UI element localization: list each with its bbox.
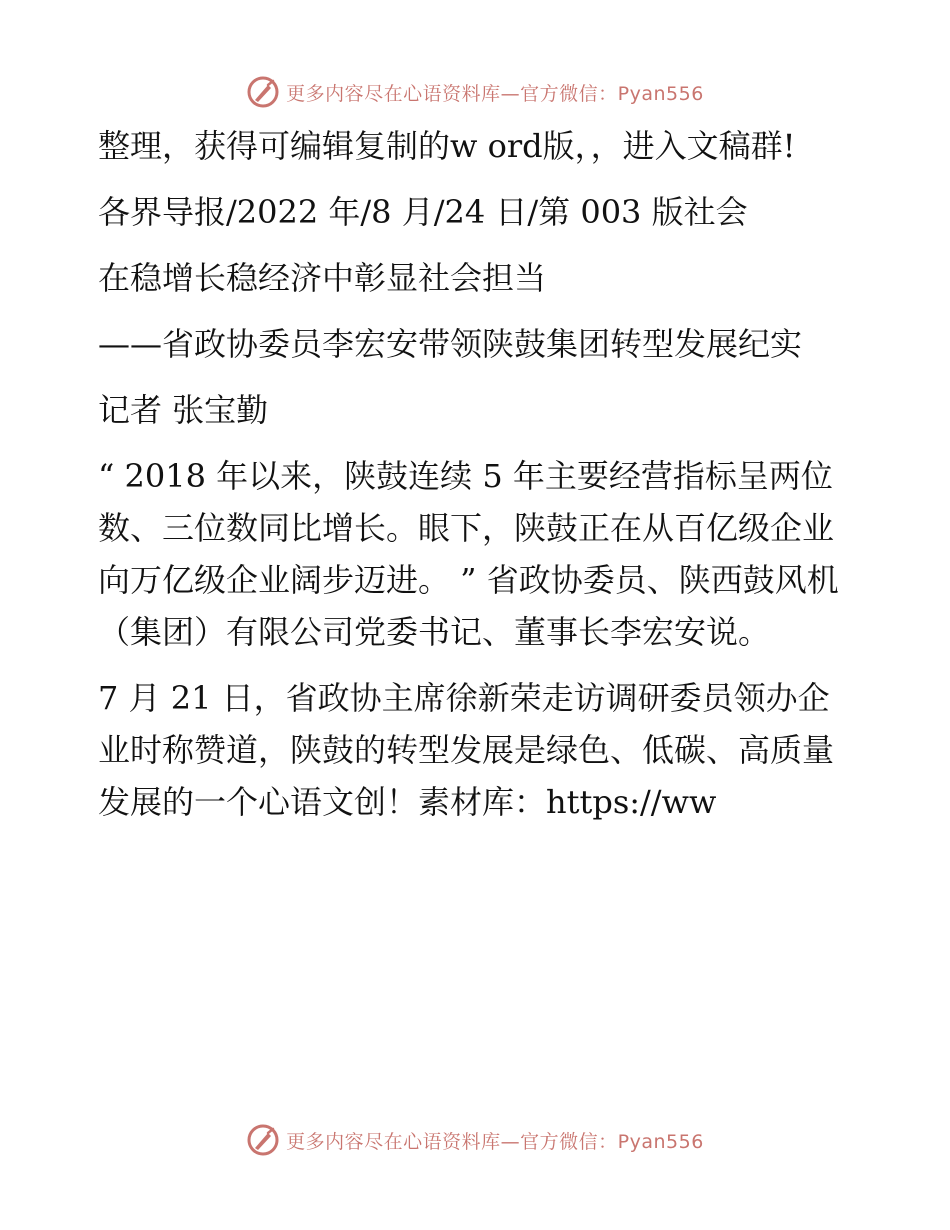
paragraph-body-2: 7 月 21 日，省政协主席徐新荣走访调研委员领办企业时称赞道，陕鼓的转型发展是绿色、低碳、高质量发展的一个心语文创！素材库：https://ww bbox=[98, 679, 835, 821]
quill-pen-logo-icon bbox=[246, 1123, 280, 1157]
article-byline: 记者 张宝勤 bbox=[98, 391, 269, 429]
paragraph-body-1: “ 2018 年以来，陕鼓连续 5 年主要经营指标呈两位数、三位数同比增长。眼下，陕鼓正在从百亿级企业向万亿级企业阔步迈进。 ” 省政协委员、陕西鼓风机（集团）有限公司党委书记、董事长李宏安说。 bbox=[98, 457, 839, 651]
article-subtitle: ——省政协委员李宏安带领陕鼓集团转型发展纪实 bbox=[98, 325, 803, 363]
document-body bbox=[98, 120, 858, 842]
watermark-text: 更多内容尽在心语资料库—官方微信：Pyan556 bbox=[286, 1130, 704, 1153]
quill-pen-logo-icon bbox=[246, 75, 280, 109]
paragraph-intro: 整理，获得可编辑复制的w ord版，，进入文稿群! bbox=[98, 127, 796, 165]
article-title: 在稳增长稳经济中彰显社会担当 bbox=[98, 259, 547, 297]
watermark-text: 更多内容尽在心语资料库—官方微信：Pyan556 bbox=[286, 82, 704, 105]
watermark-header bbox=[0, 72, 950, 112]
watermark-footer bbox=[0, 1120, 950, 1160]
paragraph-source: 各界导报/2022 年/8 月/24 日/第 003 版社会 bbox=[98, 193, 748, 231]
